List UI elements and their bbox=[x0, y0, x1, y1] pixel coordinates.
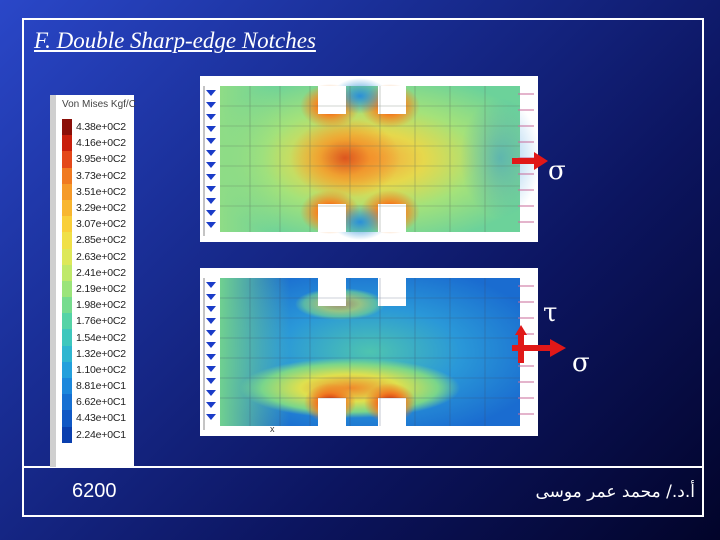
legend-value: 2.19e+0C2 bbox=[76, 282, 126, 295]
legend-value: 3.07e+0C2 bbox=[76, 218, 126, 231]
tau-symbol: τ bbox=[543, 298, 558, 328]
legend-value: 1.76e+0C2 bbox=[76, 315, 126, 328]
legend-entry bbox=[62, 427, 126, 443]
legend-value: 4.43e+0C1 bbox=[76, 412, 126, 425]
legend-value: 2.41e+0C2 bbox=[76, 266, 126, 279]
legend-entry bbox=[62, 200, 126, 216]
legend-entry bbox=[62, 346, 126, 362]
contour-image-tension bbox=[200, 76, 538, 242]
legend-swatch bbox=[62, 297, 72, 313]
legend-value: 3.51e+0C2 bbox=[76, 185, 126, 198]
plot-axis-label: x bbox=[270, 424, 275, 434]
legend-swatch bbox=[62, 168, 72, 184]
legend-swatch bbox=[62, 232, 72, 248]
legend-entry bbox=[62, 297, 126, 313]
legend-swatch bbox=[62, 265, 72, 281]
legend-title: Von Mises Kgf/C bbox=[62, 99, 136, 110]
legend-swatch bbox=[62, 281, 72, 297]
slide-number: 6200 bbox=[72, 480, 117, 502]
legend-value: 2.24e+0C1 bbox=[76, 428, 126, 441]
legend-entry bbox=[62, 216, 126, 232]
shear-tension-arrow-icon bbox=[510, 325, 568, 365]
legend-value: 2.85e+0C2 bbox=[76, 234, 126, 247]
legend-swatch bbox=[62, 200, 72, 216]
legend-entry bbox=[62, 249, 126, 265]
legend-swatch bbox=[62, 119, 72, 135]
sigma-symbol-top: σ bbox=[548, 156, 566, 186]
legend-entry bbox=[62, 151, 126, 167]
legend-entry bbox=[62, 119, 126, 135]
legend-value: 1.98e+0C2 bbox=[76, 299, 126, 312]
contour-image-combined bbox=[200, 268, 538, 436]
legend-swatch bbox=[62, 346, 72, 362]
legend-swatch bbox=[62, 394, 72, 410]
legend-swatch bbox=[62, 216, 72, 232]
color-legend bbox=[50, 95, 134, 467]
legend-swatch bbox=[62, 135, 72, 151]
tension-arrow-icon bbox=[510, 150, 550, 172]
legend-value: 4.16e+0C2 bbox=[76, 137, 126, 150]
contour-plot-tension bbox=[200, 76, 538, 242]
legend-swatch bbox=[62, 151, 72, 167]
legend-entry bbox=[62, 329, 126, 345]
legend-value: 2.63e+0C2 bbox=[76, 250, 126, 263]
legend-value: 6.62e+0C1 bbox=[76, 396, 126, 409]
legend-value: 3.29e+0C2 bbox=[76, 202, 126, 215]
legend-value: 3.73e+0C2 bbox=[76, 169, 126, 182]
contour-plot-combined bbox=[200, 268, 538, 436]
legend-value: 8.81e+0C1 bbox=[76, 380, 126, 393]
legend-entry bbox=[62, 410, 126, 426]
legend-entry bbox=[62, 232, 126, 248]
slide-title: F. Double Sharp-edge Notches bbox=[34, 28, 316, 53]
legend-swatch bbox=[62, 410, 72, 426]
legend-entry bbox=[62, 362, 126, 378]
legend-value: 4.38e+0C2 bbox=[76, 121, 126, 134]
legend-entry bbox=[62, 378, 126, 394]
sigma-symbol-bottom: σ bbox=[572, 348, 590, 378]
legend-swatch bbox=[62, 313, 72, 329]
legend-rows bbox=[62, 119, 126, 443]
legend-swatch bbox=[62, 249, 72, 265]
legend-entry bbox=[62, 281, 126, 297]
legend-entry bbox=[62, 168, 126, 184]
legend-value: 1.10e+0C2 bbox=[76, 363, 126, 376]
legend-value: 3.95e+0C2 bbox=[76, 153, 126, 166]
legend-swatch bbox=[62, 427, 72, 443]
legend-swatch bbox=[62, 184, 72, 200]
legend-entry bbox=[62, 184, 126, 200]
legend-entry bbox=[62, 265, 126, 281]
legend-entry bbox=[62, 135, 126, 151]
legend-value: 1.54e+0C2 bbox=[76, 331, 126, 344]
legend-swatch bbox=[62, 329, 72, 345]
legend-entry bbox=[62, 313, 126, 329]
legend-value: 1.32e+0C2 bbox=[76, 347, 126, 360]
legend-swatch bbox=[62, 362, 72, 378]
author-credit: أ.د./ محمد عمر موسى bbox=[535, 482, 695, 502]
legend-swatch bbox=[62, 378, 72, 394]
legend-entry bbox=[62, 394, 126, 410]
